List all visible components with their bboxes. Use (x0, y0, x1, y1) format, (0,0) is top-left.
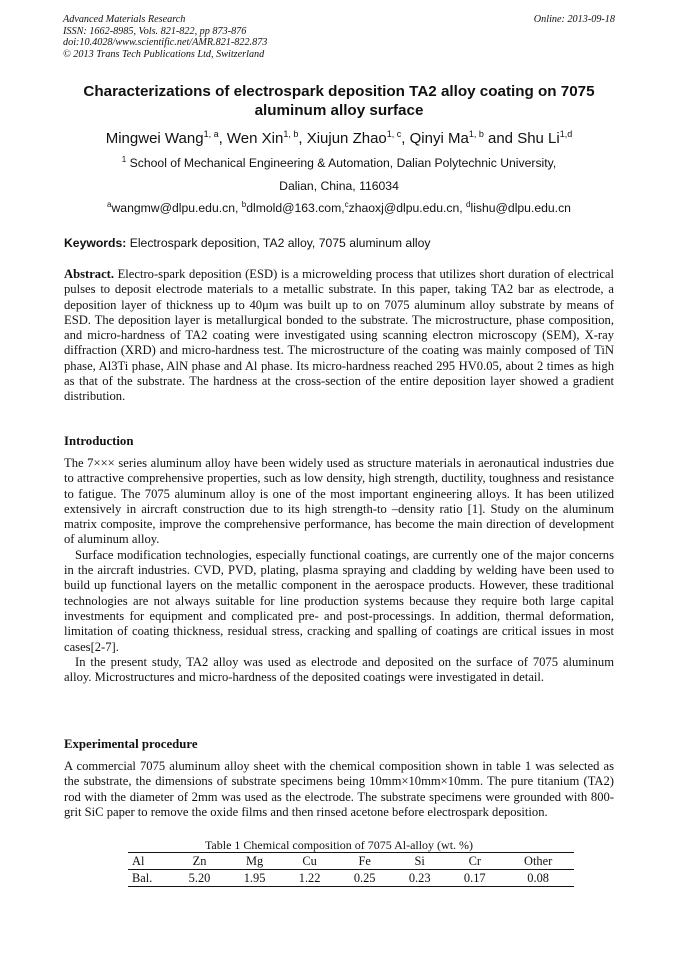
table-header-cell: Other (502, 853, 574, 870)
author-affiliation-mark: 1, b (468, 129, 484, 139)
paper-title (40, 82, 638, 120)
author-affiliation-mark: 1, b (283, 129, 299, 139)
table-cell: 0.17 (447, 870, 502, 887)
keywords-label: Keywords: (64, 236, 127, 250)
table-cell: 0.08 (502, 870, 574, 887)
journal-copyright: © 2013 Trans Tech Publications Ltd, Switzerland (63, 48, 265, 60)
author-name: Qinyi Ma (409, 130, 469, 147)
title-line-1: Characterizations of electrospark deposition TA2 alloy coating on 7075 (83, 83, 595, 100)
email-address: wangmw@dlpu.edu.cn, (111, 201, 242, 215)
journal-header (63, 14, 615, 60)
keywords (64, 236, 616, 251)
email-mark: a (107, 199, 112, 209)
author-name: Wen Xin (226, 130, 284, 147)
abstract-text: Electro-spark deposition (ESD) is a microwelding process that utilizes short duration of electrical pulses to deposit electrode materials to a metallic substrate. In this paper, taking TA2 bar as electrode, a deposition layer of thickness up to 40μm was built up to on 7075 aluminum alloy substrate by means of ESD. The deposition layer is metallurgical bonded to the substrate. The microstructure, phase composition, and micro-hardness of TA2 coating were investigated using scanning electron microscopy (SEM), X-ray diffraction (XRD) and micro-hardness test. The microstructure of the coating was mainly composed of TiN phase, Al3Ti phase, AlN phase and Al phase. Its micro-hardness reached 295 HV0.05, about 2 times as high as that of the substrate. The hardness at the cross-section of the entire deposition layer showed a gradient distribution. (64, 267, 614, 404)
introduction-paragraph: In the present study, TA2 alloy was used as electrode and deposited on the surface of 7075 aluminum alloy. Microstructures and micro-hardness of the deposited coatings were investigated in detail. (64, 654, 614, 685)
abstract-label: Abstract. (64, 267, 115, 281)
introduction-paragraph: Surface modification technologies, especially functional coatings, are currently one of the major concerns in the aircraft industries. CVD, PVD, plating, plasma spraying and cladding by welding have been used to build up functional layers on the metallic component in the aerospace products. However, these traditional technologies are not always suitable for line production systems because they require both large capital investments for equipment and complicated pre- and post-processings. In addition, thermal deformation, limitation of coating thickness, residual stress, cracking and spalling of coatings are critical issues in most cases[2-7]. (64, 547, 614, 654)
online-date: Online: 2013-09-18 (533, 14, 615, 25)
introduction-paragraph: The 7××× series aluminum alloy have been widely used as structure materials in aeronautical industries due to attractive comprehensive properties, such as low density, high strength, ductility, toughness and resistance to fatigue. The 7075 aluminum alloy is one of the most important engineering alloys. It has been utilized extensively in aircraft construction due to its high strength-to –density ratio [1]. Study on the aluminum matrix composite, improve the comprehensive performance, has become the main direction of development of aluminum alloy. (64, 456, 614, 547)
introduction-body (64, 456, 614, 685)
author-affiliation-mark: 1, a (203, 129, 219, 139)
table-cell: 1.22 (282, 870, 337, 887)
composition-table (128, 852, 574, 887)
table-cell: 0.25 (337, 870, 392, 887)
author-list (40, 129, 638, 149)
table-header-cell: Cu (282, 853, 337, 870)
email-mark: d (466, 199, 471, 209)
author-separator: and (483, 130, 518, 147)
table-row (128, 870, 574, 887)
keywords-text: Electrospark deposition, TA2 alloy, 7075 aluminum alloy (126, 236, 431, 250)
author-name: Shu Li (517, 130, 560, 147)
author-name: Mingwei Wang (105, 130, 204, 147)
author-affiliation-mark: 1, c (386, 129, 402, 139)
abstract (64, 267, 614, 405)
email-address: lishu@dlpu.edu.cn (470, 201, 571, 215)
author-name: Xiujun Zhao (306, 130, 387, 147)
table-header-row (128, 853, 574, 870)
email-mark: b (241, 199, 247, 209)
author-separator: , (298, 130, 307, 147)
email-address: zhaoxj@dlpu.edu.cn, (348, 201, 467, 215)
experimental-heading: Experimental procedure (64, 737, 198, 751)
table-caption: Table 1 Chemical composition of 7075 Al-alloy (wt. %) (204, 838, 474, 852)
table-header-cell: Cr (447, 853, 502, 870)
affiliation-text: School of Mechanical Engineering & Automation, Dalian Polytechnic University, (129, 156, 557, 170)
experimental-paragraph: A commercial 7075 aluminum alloy sheet with the chemical composition shown in table 1 was selected as the substrate, the dimensions of substrate specimens being 10mm×10mm×10mm. The pure titanium (TA2) rod with the diameter of 2mm was used as the electrode. The substrate specimens were grounded with 800-grit SiC paper to remove the oxide films and then rinsed acetone before electrospark deposition. (64, 759, 614, 819)
title-line-2: aluminum alloy surface (254, 102, 424, 119)
journal-name: Advanced Materials Research (63, 14, 186, 25)
journal-doi: doi:10.4028/www.scientific.net/AMR.821-822.873 (63, 37, 268, 49)
introduction-heading: Introduction (64, 434, 134, 448)
journal-issn: ISSN: 1662-8985, Vols. 821-822, pp 873-876 (63, 25, 247, 37)
email-list (40, 201, 638, 216)
table-header-cell: Si (392, 853, 447, 870)
table-header-cell: Al (128, 853, 172, 870)
affiliation-line-2: Dalian, China, 116034 (279, 179, 399, 193)
table-cell: 1.95 (227, 870, 282, 887)
table-header-cell: Fe (337, 853, 392, 870)
table-header-cell: Zn (172, 853, 227, 870)
author-separator: , (401, 130, 410, 147)
table-cell: Bal. (128, 870, 172, 887)
email-address: dlmold@163.com, (246, 201, 345, 215)
author-affiliation-mark: 1,d (559, 129, 573, 139)
affiliation-line-1 (40, 156, 638, 171)
table-header-cell: Mg (227, 853, 282, 870)
email-mark: c (344, 199, 349, 209)
experimental-body (64, 759, 614, 820)
author-separator: , (218, 130, 227, 147)
affiliation-mark: 1 (121, 154, 127, 164)
table-cell: 5.20 (172, 870, 227, 887)
table-cell: 0.23 (392, 870, 447, 887)
